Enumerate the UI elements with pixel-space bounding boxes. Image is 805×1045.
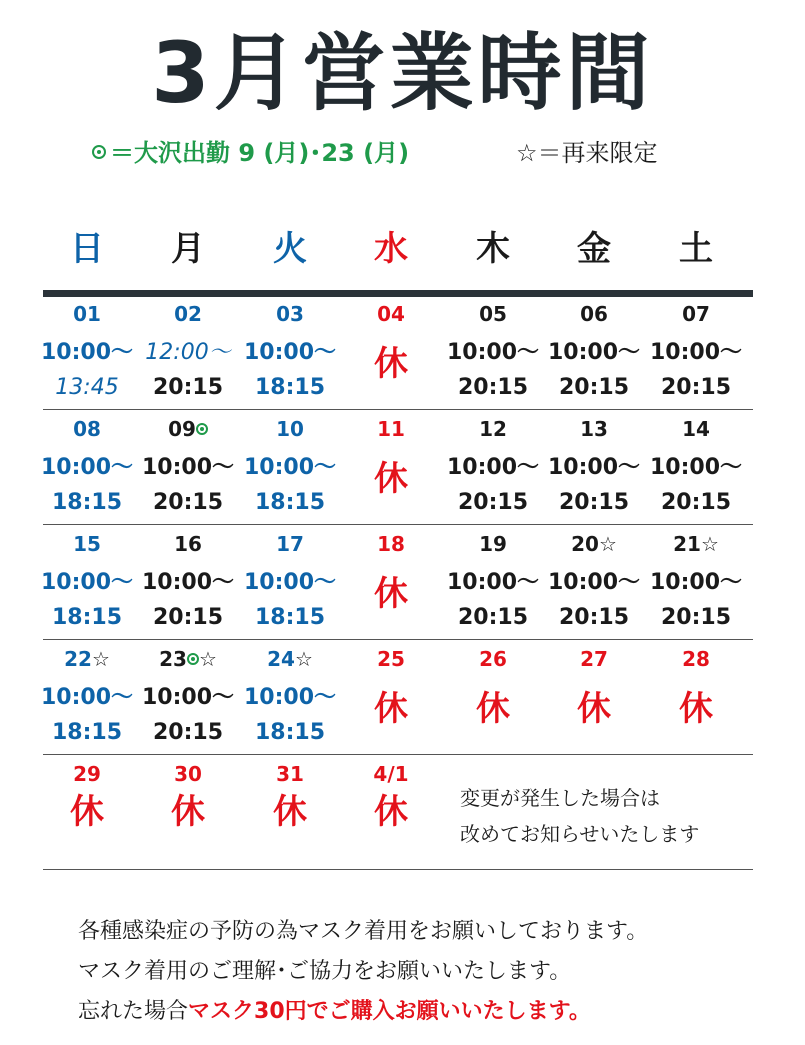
day-cell [443,415,543,518]
notice-line: 改めてお知らせいたします [460,822,700,846]
row-divider [43,524,753,525]
day-number-text: 09 [168,417,196,441]
day-number-text: 10 [276,417,304,441]
close-time: 18:15 [254,490,326,515]
close-time: 20:15 [152,720,224,745]
day-cell [443,300,543,403]
day-number-text: 26 [479,647,507,671]
day-number-text: 07 [682,302,710,326]
close-time: 18:15 [254,720,326,745]
day-number-text: 17 [276,532,304,556]
day-cell [544,300,644,403]
day-number [138,760,238,788]
footer-line-2: マスク着用のご理解･ご協力をお願いいたします。 [78,959,572,984]
day-number-text: 15 [73,532,101,556]
closed-label: 休 [374,459,408,499]
day-number [646,415,746,443]
osawa-legend-text: ＝大沢出勤 9 (月)･23 (月) [110,139,410,167]
weekday-label: 火 [273,229,307,269]
day-number [240,415,340,443]
open-time: 10:00〜 [243,685,337,710]
day-cell [37,530,137,633]
day-number [138,645,238,673]
star-legend: ☆＝再来限定 [516,139,658,167]
day-number-text: 18 [377,532,405,556]
open-time: 10:00〜 [243,570,337,595]
open-time: 10:00〜 [446,570,540,595]
footer-line-3-highlight: マスク30円でご購入お願いいたします。 [188,999,591,1024]
close-time: 20:15 [660,605,732,630]
day-number [37,300,137,328]
closed-label: 休 [374,792,408,832]
day-cell [37,760,137,834]
day-number-text: 25 [377,647,405,671]
close-time: 20:15 [152,490,224,515]
day-number-text: 28 [682,647,710,671]
open-time: 10:00〜 [40,455,134,480]
day-number [646,645,746,673]
day-number-text: 23 [159,647,187,671]
day-number-text: 11 [377,417,405,441]
day-number [138,530,238,558]
open-time: 10:00〜 [547,455,641,480]
day-cell [37,645,137,748]
close-time: 20:15 [152,605,224,630]
day-number [240,645,340,673]
footer-line-3 [78,992,648,1032]
closed-label: 休 [476,689,510,729]
day-number-text: 05 [479,302,507,326]
day-number-text: 13 [580,417,608,441]
open-time: 10:00〜 [446,455,540,480]
star-icon: ☆ [294,647,313,671]
row-divider [43,639,753,640]
closed-label: 休 [171,792,205,832]
open-time: 10:00〜 [243,340,337,365]
open-time: 10:00〜 [40,685,134,710]
day-number-text: 22 [64,647,92,671]
day-number [646,300,746,328]
day-cell [443,530,543,633]
day-cell [240,300,340,403]
open-time: 10:00〜 [649,340,743,365]
day-number [341,415,441,443]
day-cell [646,415,746,518]
day-cell [341,530,441,616]
close-time: 18:15 [51,605,123,630]
row-divider [43,409,753,410]
day-number-text: 21 [673,532,701,556]
day-cell [240,760,340,834]
day-number [544,530,644,558]
change-notice [460,780,699,852]
close-time: 20:15 [660,375,732,400]
day-number-text: 30 [174,762,202,786]
day-number-text: 12 [479,417,507,441]
day-cell [341,415,441,501]
open-time: 10:00〜 [547,340,641,365]
close-time: 20:15 [660,490,732,515]
close-time: 20:15 [457,375,529,400]
close-time: 20:15 [558,490,630,515]
day-cell [443,645,543,731]
day-cell [646,300,746,403]
day-number [240,530,340,558]
day-number [646,530,746,558]
close-time: 20:15 [457,605,529,630]
footer-line-3-prefix: 忘れた場合 [78,999,189,1024]
close-time: 18:15 [51,720,123,745]
star-icon: ☆ [91,647,110,671]
day-cell [138,530,238,633]
row-divider [43,754,753,755]
day-number-text: 01 [73,302,101,326]
day-number-text: 04 [377,302,405,326]
open-time: 10:00〜 [141,685,235,710]
osawa-legend [92,136,409,170]
green-circle-icon [187,653,199,665]
day-cell [138,645,238,748]
day-number [341,645,441,673]
closed-label: 休 [374,344,408,384]
day-number [341,530,441,558]
day-cell [341,645,441,731]
day-cell [240,530,340,633]
day-cell [37,300,137,403]
day-cell [138,300,238,403]
day-cell [341,300,441,386]
closed-label: 休 [374,689,408,729]
close-time: 20:15 [457,490,529,515]
weekday-label: 水 [374,229,408,269]
open-time: 12:00〜 [145,340,231,365]
day-cell [240,415,340,518]
day-number-text: 20 [571,532,599,556]
day-number [544,645,644,673]
day-number-text: 29 [73,762,101,786]
star-icon: ☆ [700,532,719,556]
day-cell [646,645,746,731]
page-title: 3月営業時間 [151,24,654,122]
day-number-text: 27 [580,647,608,671]
day-number [443,645,543,673]
day-number-text: 08 [73,417,101,441]
day-number [37,645,137,673]
closed-label: 休 [577,689,611,729]
day-number [443,415,543,443]
day-number-text: 19 [479,532,507,556]
day-cell [138,415,238,518]
day-number [341,300,441,328]
close-time: 20:15 [558,375,630,400]
day-number-text: 4/1 [373,762,409,786]
open-time: 10:00〜 [141,570,235,595]
open-time: 10:00〜 [649,570,743,595]
day-number-text: 14 [682,417,710,441]
day-number [341,760,441,788]
day-number [37,530,137,558]
day-number [37,415,137,443]
closed-label: 休 [679,689,713,729]
day-cell [138,760,238,834]
open-time: 10:00〜 [649,455,743,480]
star-icon: ☆ [598,532,617,556]
notice-line: 変更が発生した場合は [460,786,660,810]
open-time: 10:00〜 [40,570,134,595]
day-number [240,300,340,328]
close-time: 18:15 [51,490,123,515]
day-cell [240,645,340,748]
close-time: 20:15 [558,605,630,630]
day-cell [37,415,137,518]
close-time: 18:15 [254,375,326,400]
open-time: 10:00〜 [141,455,235,480]
closed-label: 休 [374,574,408,614]
day-number [37,760,137,788]
day-number [544,300,644,328]
day-number-text: 06 [580,302,608,326]
closed-label: 休 [70,792,104,832]
day-number-text: 16 [174,532,202,556]
open-time: 10:00〜 [446,340,540,365]
day-cell [646,530,746,633]
weekday-label: 土 [679,229,713,269]
day-cell [544,645,644,731]
open-time: 10:00〜 [40,340,134,365]
weekday-label: 日 [70,229,104,269]
close-time: 13:45 [55,375,119,400]
day-number [544,415,644,443]
mask-notice [78,912,648,1032]
green-circle-icon [92,145,106,159]
day-cell [544,415,644,518]
green-circle-icon [196,423,208,435]
close-time: 18:15 [254,605,326,630]
star-icon: ☆ [198,647,217,671]
day-number [240,760,340,788]
day-number-text: 31 [276,762,304,786]
closed-label: 休 [273,792,307,832]
weekday-label: 月 [171,229,205,269]
weekday-label: 木 [476,229,510,269]
day-number-text: 24 [267,647,295,671]
header-divider [43,290,753,297]
footer-line-1: 各種感染症の予防の為マスク着用をお願いしております。 [78,919,649,944]
open-time: 10:00〜 [243,455,337,480]
close-time: 20:15 [152,375,224,400]
day-number [443,300,543,328]
weekday-label: 金 [577,229,611,269]
open-time: 10:00〜 [547,570,641,595]
day-number [138,415,238,443]
day-number [443,530,543,558]
day-cell [341,760,441,834]
day-number-text: 03 [276,302,304,326]
row-divider [43,869,753,870]
day-cell [544,530,644,633]
day-number [138,300,238,328]
day-number-text: 02 [174,302,202,326]
